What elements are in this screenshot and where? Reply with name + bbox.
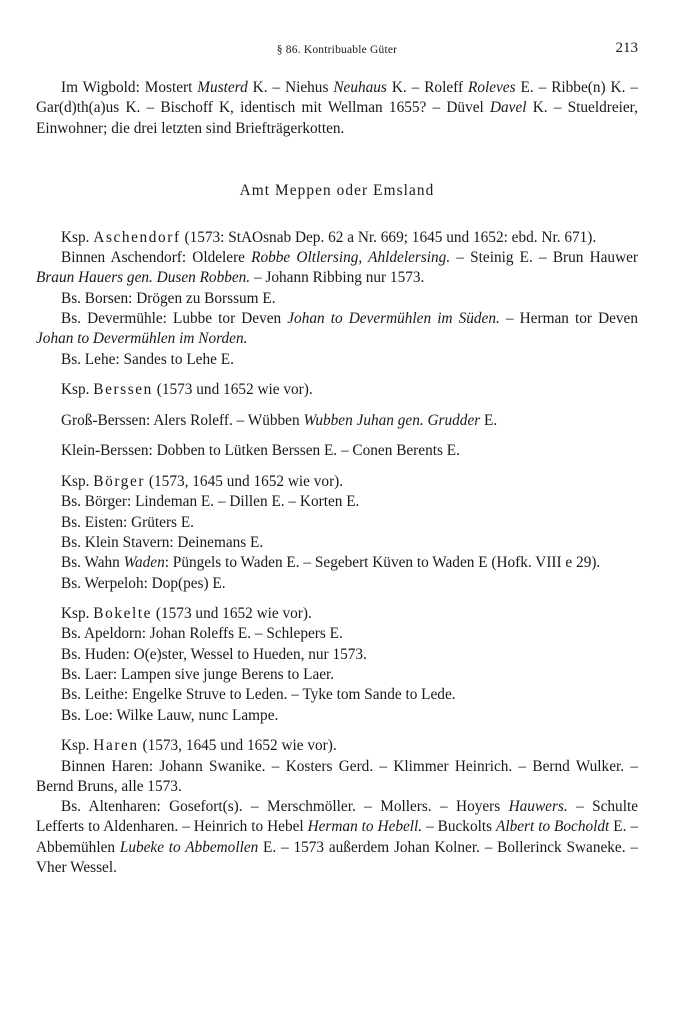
text-run: E. (480, 411, 498, 429)
entry-paragraph (36, 797, 638, 878)
italic-text: Johan to Devermühlen im Süden. (287, 310, 500, 328)
italic-text: Hauwers. (508, 798, 568, 816)
italic-text: Albert to Bocholdt (496, 818, 610, 836)
text-run: : Püngels to Waden E. – Segebert Küven to Waden E (Hofk. VIII e 29). (164, 554, 601, 572)
text-run: – Buckolts (422, 818, 497, 836)
text-run: Ksp. (61, 228, 94, 246)
entry-paragraph (36, 411, 638, 431)
entry-paragraph (36, 757, 638, 798)
entry-paragraph (36, 513, 638, 533)
italic-text: Musterd (197, 79, 248, 96)
italic-text: Davel (489, 99, 527, 117)
text-run: E. – 1573 außerdem Johan Kolner. – Bollerinck Swaneke. – Vher Wessel. (36, 838, 638, 876)
italic-text: Waden (123, 554, 165, 572)
text-run: E. – Ribbe(n) K. – Gar(d)th(a)us K. – Bischoff K, identisch mit Wellman 1655? – Düvel (36, 79, 638, 117)
entry-paragraph (36, 228, 638, 248)
text-run: Bs. Apeldorn: Johan Roleffs E. – Schlepers E. (61, 625, 343, 643)
entry-paragraph (36, 665, 638, 685)
parish-name: Berssen (93, 381, 153, 399)
text-run: Bs. Laer: Lampen sive junge Berens to Laer. (61, 666, 335, 684)
group-spacer (36, 431, 638, 441)
italic-text: Herman to Hebell. (307, 818, 423, 836)
text-run: (1573, 1645 und 1652 wie vor). (145, 473, 344, 491)
text-run: Ksp. (61, 381, 94, 399)
text-run: Bs. Altenharen: Gosefort(s). – Merschmöller. – Mollers. – Hoyers (61, 798, 509, 816)
text-run: Bs. Eisten: Grüters E. (61, 513, 194, 531)
text-run: Bs. Huden: O(e)ster, Wessel to Hueden, nur 1573. (61, 645, 367, 663)
italic-text: Wubben Juhan gen. Grudder (303, 411, 481, 429)
text-run: Bs. Werpeloh: Dop(pes) E. (61, 574, 226, 592)
text-run: Ksp. (61, 473, 94, 491)
page-body (36, 78, 638, 878)
text-run: Binnen Aschendorf: Oldelere (61, 249, 252, 267)
text-run: Ksp. (61, 737, 94, 755)
parish-name: Haren (93, 737, 139, 755)
text-run: (1573: StAOsnab Dep. 62 a Nr. 669; 1645 und 1652: ebd. Nr. 671). (180, 228, 597, 246)
entry-paragraph (36, 533, 638, 553)
entries (36, 228, 638, 878)
text-run: Im Wigbold: Mostert (61, 79, 198, 96)
text-run: K. – Niehus (247, 79, 334, 96)
paragraph-wigbold (36, 78, 638, 139)
group-spacer (36, 370, 638, 380)
text-run: Bs. Klein Stavern: Deinemans E. (61, 533, 264, 551)
entry-paragraph (36, 553, 638, 573)
text-run: – Johann Ribbing nur 1573. (250, 269, 425, 287)
text-run: Bs. Leithe: Engelke Struve to Leden. – Tyke tom Sande to Lede. (61, 686, 456, 704)
entry-paragraph (36, 706, 638, 726)
text-run: – Schulte Lefferts to Aldenharen. – Heinrich to Hebel (36, 798, 638, 836)
text-run: K. – Roleff (386, 79, 468, 96)
text-run: Bs. Borsen: Drögen zu Borssum E. (61, 289, 276, 307)
parish-name: Bokelte (93, 605, 153, 623)
group-spacer (36, 726, 638, 736)
entry-paragraph (36, 380, 638, 400)
entry-paragraph (36, 350, 638, 370)
italic-text: Roleves (467, 79, 516, 96)
text-run: Groß-Berssen: Alers Roleff. – Wübben (61, 411, 304, 429)
text-run: Klein-Berssen: Dobben to Lütken Berssen E. – Conen Berents E. (61, 442, 460, 460)
text-run: Binnen Haren: Johann Swanike. – Kosters Gerd. – Klimmer Heinrich. – Bernd Wulker. – Bernd Bruns, alle 1573. (36, 757, 638, 795)
group-spacer (36, 401, 638, 411)
page-number: 213 (615, 40, 638, 56)
entry-paragraph (36, 624, 638, 644)
text-run: (1573 und 1652 wie vor). (152, 381, 313, 399)
text-run: Bs. Lehe: Sandes to Lehe E. (61, 350, 234, 368)
section-heading: Amt Meppen oder Emsland (239, 181, 435, 199)
entry-paragraph (36, 289, 638, 309)
parish-name: Börger (93, 473, 146, 491)
entry-paragraph (36, 441, 638, 461)
entry-paragraph (36, 645, 638, 665)
italic-text: Neuhaus (333, 79, 387, 96)
entry-paragraph (36, 736, 638, 756)
text-run: Ksp. (61, 605, 94, 623)
entry-paragraph (36, 309, 638, 350)
group-spacer (36, 594, 638, 604)
text-run: K. – Stueldreier, Einwohner; die drei letzten sind Briefträgerkotten. (36, 99, 638, 137)
text-run: (1573, 1645 und 1652 wie vor). (138, 737, 337, 755)
entry-paragraph (36, 604, 638, 624)
italic-text: Robbe Oltlersing, Ahldelersing. (251, 249, 451, 267)
text-run: E. – Abbemühlen (36, 818, 638, 856)
text-run: Bs. Loe: Wilke Lauw, nunc Lampe. (61, 706, 279, 724)
entry-paragraph (36, 472, 638, 492)
text-run: – Herman tor Deven (499, 310, 638, 328)
italic-text: Johan to Devermühlen im Norden. (36, 330, 248, 348)
text-run: Bs. Börger: Lindeman E. – Dillen E. – Korten E. (61, 493, 360, 511)
entry-paragraph (36, 492, 638, 512)
italic-text: Lubeke to Abbemollen (119, 838, 259, 856)
text-run: Bs. Wahn (61, 554, 124, 572)
running-title: § 86. Kontribuable Güter (276, 44, 398, 56)
text-run: – Steinig E. – Brun Hauwer (450, 249, 639, 267)
entry-paragraph (36, 685, 638, 705)
entry-paragraph (36, 248, 638, 289)
text-run: Bs. Devermühle: Lubbe tor Deven (61, 310, 288, 328)
parish-name: Aschendorf (93, 228, 181, 246)
page-header (36, 40, 638, 62)
entry-paragraph (36, 574, 638, 594)
italic-text: Braun Hauers gen. Dusen Robben. (36, 269, 251, 287)
text-run: (1573 und 1652 wie vor). (152, 605, 312, 623)
group-spacer (36, 462, 638, 472)
